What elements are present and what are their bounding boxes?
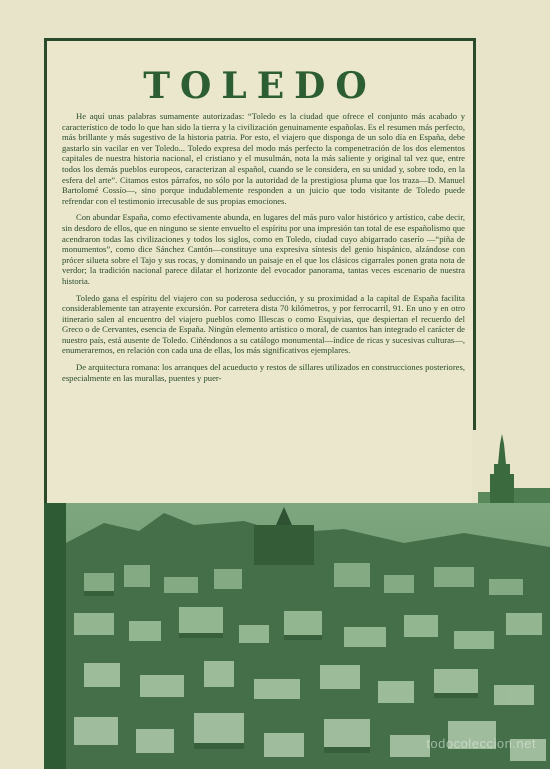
cathedral-tower-image	[472, 430, 550, 510]
paragraph-1: He aquí unas palabras sumamente autorizadas: “Toledo es la ciudad que ofrece el conjunto más acabado y característico de todo lo que han sido la tierra y la civilización genuinamente españolas. Es el resumen más perfecto, más brillante y más sugestivo de la historia patria. Por esto, el viajero que disponga de un solo día en España, debe gastarlo sin vacilar en ver Toledo... Toledo expresa del modo más perfecto la compenetración de los dos elementos capitales de nuestra historia nacional, el cristiano y el musulmán, nota la más saliente y original tal vez que, entre todos los demás pueblos europeos, caracterizan al español, cuando se le considera, en su unidad y, sobre todo, en la esfera del arte”. Citamos estos párrafos, no sólo por la autoridad de la prestigiosa pluma que los traza—D. Manuel Bartolomé Cossío—, sino porque indudablemente responden a un juicio que todo visitante de Toledo puede refrendar con el testimonio irrecusable de sus propias emociones.	[62, 111, 465, 206]
watermark: todocoleccion.net	[426, 736, 536, 751]
toledo-city-photo	[44, 503, 550, 769]
paragraph-4: De arquitectura romana: los arranques del acueducto y restos de sillares utilizados en construcciones posteriores, especialmente en las murallas, puentes y puer-	[62, 362, 465, 383]
article-body	[62, 111, 465, 389]
paragraph-3: Toledo gana el espíritu del viajero con su poderosa seducción, y su proximidad a la capital de España facilita considerablemente tan atrayente excursión. Por carretera dista 70 kilómetros, y por ferrocarril, 91. En uno y en otro itinerario salen al encuentro del viajero pueblos como Illescas o como Esquivias, que despiertan el recuerdo del Greco o de Cervantes, esencia de España. Ningún elemento artístico o moral, de cuantos han integrado el carácter de nuestro país, está ausente de Toledo. Ciñéndonos a su catálogo monumental—índice de ricas y sucesivas culturas—, enumeraremos, en relación con cada una de ellas, los más significativos ejemplares.	[62, 292, 465, 356]
article-title: TOLEDO	[143, 65, 377, 107]
article-frame	[44, 38, 476, 509]
paragraph-2: Con abundar España, como efectivamente abunda, en lugares del más puro valor histórico y artístico, cabe decir, sin desdoro de ellos, que en ninguno se siente envuelto el espíritu por una impresión tan total de ese españolismo que acendraron todas las civilizaciones y todos los siglos, como en Toledo, ciudad cuyo abigarrado caserío —“piña de monumentos”, como dice Sánchez Cantón—constituye una expresiva síntesis del genio hispánico, alzándose con prócer silueta sobre el Tajo y sus rocas, y dominando un paisaje en el que los clásicos cigarrales ponen grata nota de verdor; la tradición nacional parece dilatar el horizonte del evocador panorama, tantas veces escenario de nuestra historia.	[62, 212, 465, 286]
photo-left-border	[44, 503, 66, 769]
